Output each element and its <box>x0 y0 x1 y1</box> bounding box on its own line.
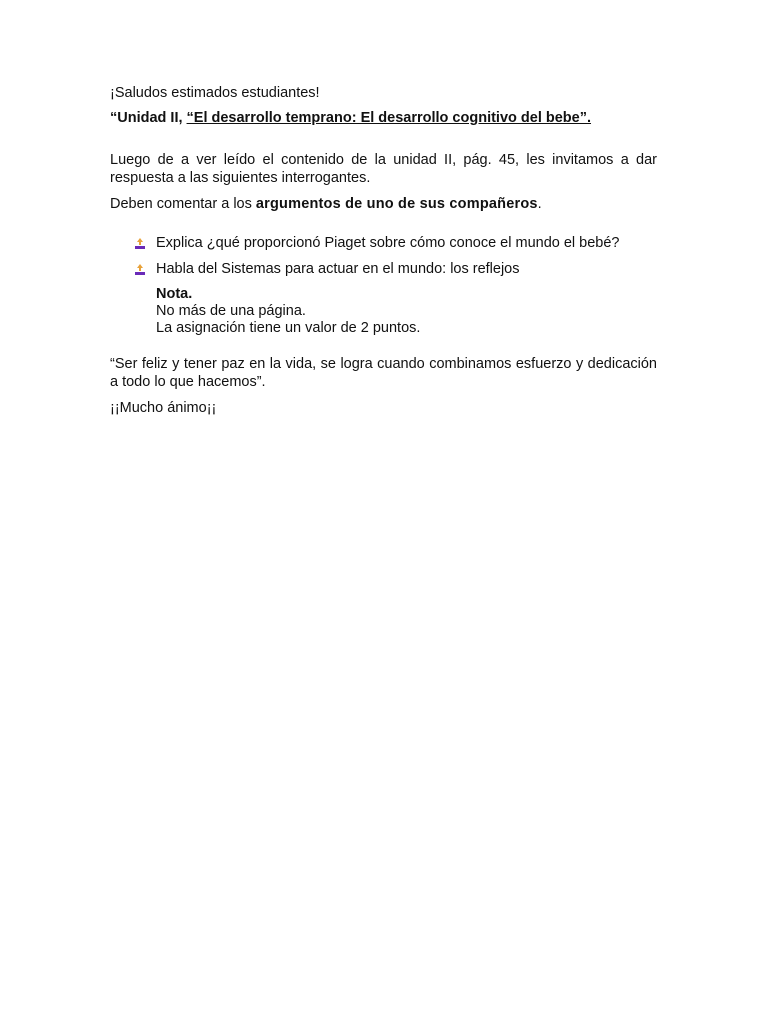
instruction-suffix: . <box>537 196 542 212</box>
question-text: Habla del Sistemas para actuar en el mundo: los reflejos <box>156 261 520 277</box>
note-line: No más de una página. <box>156 303 306 319</box>
arrow-bullet-icon <box>134 263 146 275</box>
note-line: La asignación tiene un valor de 2 puntos. <box>156 320 421 336</box>
note-title: Nota. <box>156 286 193 302</box>
unit-title-prefix: “Unidad II, <box>110 110 187 126</box>
unit-title-underlined: “El desarrollo temprano: El desarrollo cognitivo del bebe”. <box>186 110 592 126</box>
instruction-paragraph <box>110 195 657 213</box>
note-block <box>110 286 657 337</box>
document-page <box>110 84 657 417</box>
greeting-text: ¡Saludos estimados estudiantes! <box>110 85 320 101</box>
unit-title <box>110 109 657 127</box>
list-item <box>110 260 657 278</box>
arrow-bullet-icon <box>134 237 146 249</box>
list-item <box>110 234 657 252</box>
quote-paragraph: “Ser feliz y tener paz en la vida, se logra cuando combinamos esfuerzo y dedicación a todo lo que hacemos”. <box>110 356 657 390</box>
closing-text: ¡¡Mucho ánimo¡¡ <box>110 400 217 416</box>
question-text: Explica ¿qué proporcionó Piaget sobre cómo conoce el mundo el bebé? <box>156 235 620 251</box>
question-list <box>110 234 657 278</box>
intro-paragraph: Luego de a ver leído el contenido de la unidad II, pág. 45, les invitamos a dar respuesta a las siguientes interrogantes. <box>110 152 657 186</box>
instruction-prefix: Deben comentar a los <box>110 196 256 212</box>
instruction-bold: argumentos de uno de sus compañeros <box>255 196 538 212</box>
